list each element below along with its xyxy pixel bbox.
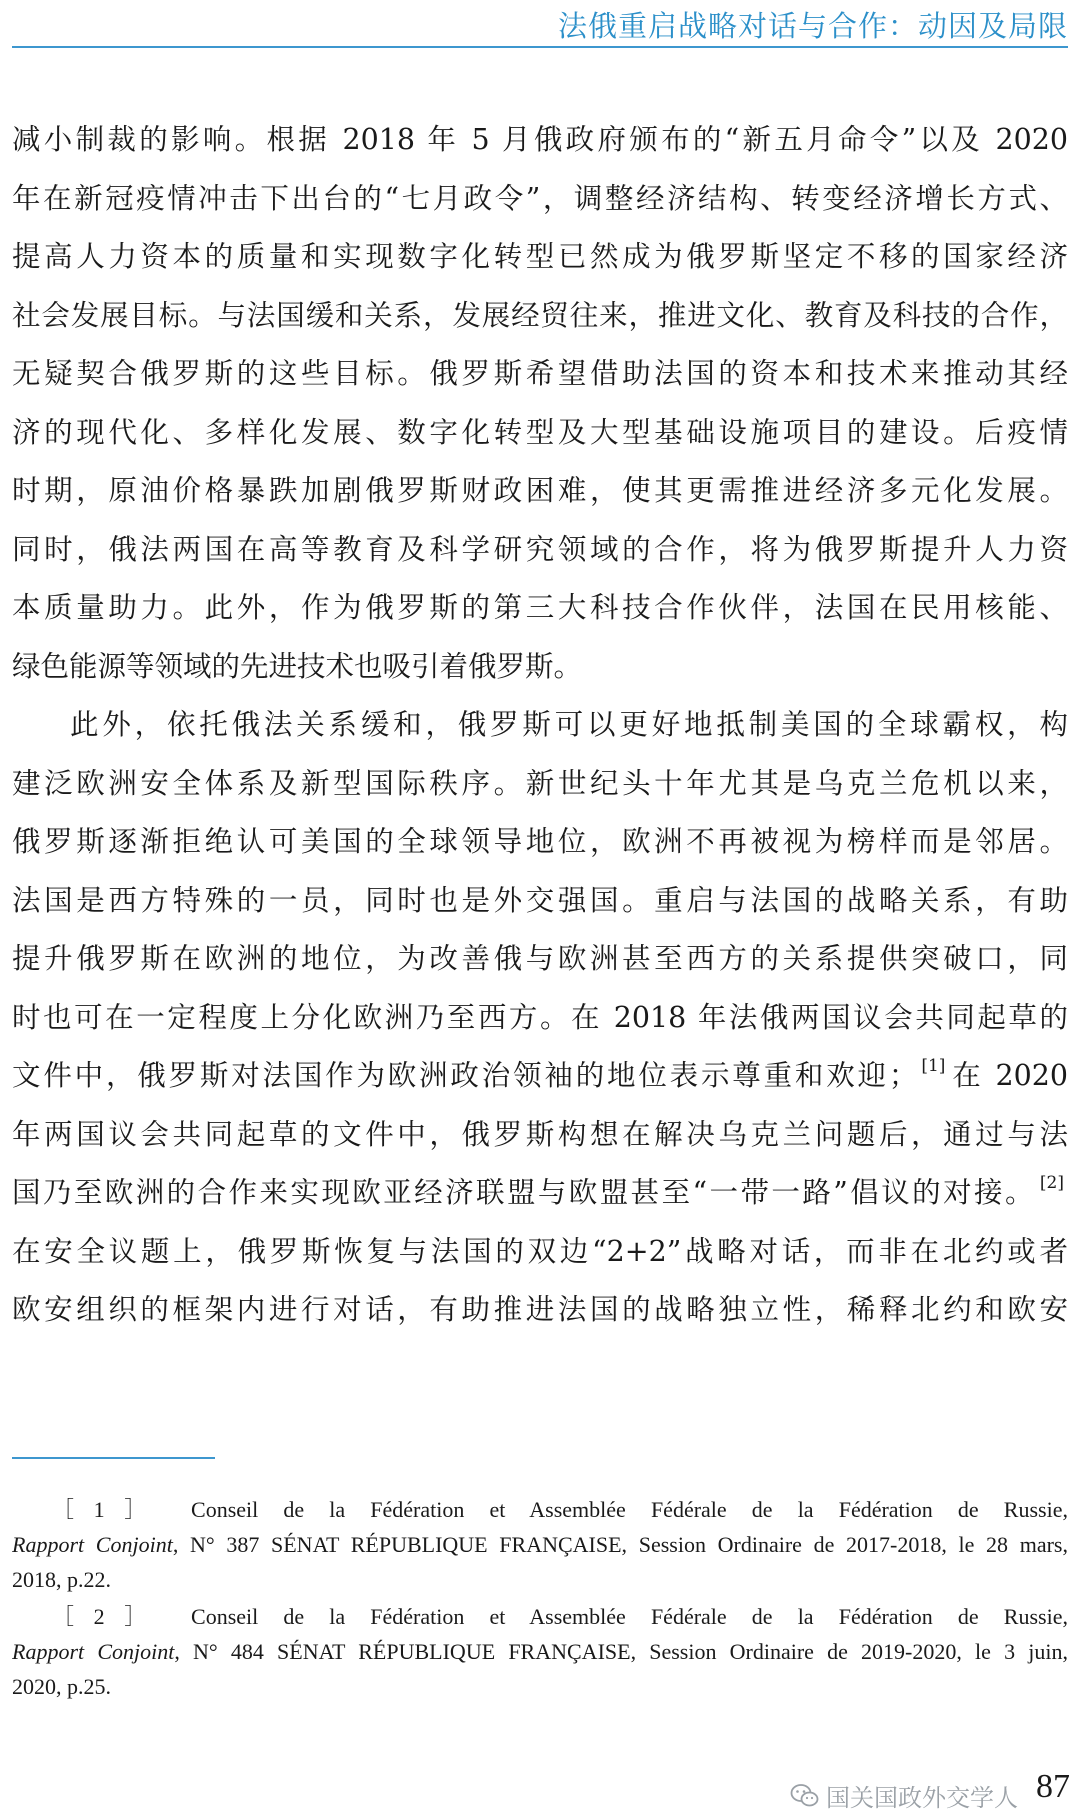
body-text [12, 111, 1068, 1340]
footnote-1-text: , N° 387 SÉNAT RÉPUBLIQUE FRANÇAISE, Session Ordinaire de 2017-2018, le 28 mars, [172, 1532, 1068, 1557]
body-line: 提升俄罗斯在欧洲的地位，为改善俄与欧洲甚至西方的关系提供突破口，同 [12, 942, 1068, 975]
body-line: 时也可在一定程度上分化欧洲乃至西方。在 2018 年法俄两国议会共同起草的 [12, 1000, 1068, 1034]
body-line: 法国是西方特殊的一员，同时也是外交强国。重启与法国的战略关系，有助 [12, 883, 1068, 917]
body-line: 时期，原油价格暴跌加剧俄罗斯财政困难，使其更需推进经济多元化发展。 [12, 474, 1068, 507]
body-line: 提高人力资本的质量和实现数字化转型已然成为俄罗斯坚定不移的国家经济 [12, 240, 1068, 273]
body-line: 年在新冠疫情冲击下出台的“七月政令”，调整经济结构、转变经济增长方式、 [12, 181, 1068, 215]
header-rule [12, 46, 1068, 48]
page-number: 87 [1036, 1768, 1070, 1805]
footnote-ref-1[interactable]: [1] [921, 1056, 946, 1076]
footnote-rule [12, 1457, 215, 1459]
watermark [790, 1778, 1018, 1813]
body-line: 年两国议会共同起草的文件中，俄罗斯构想在解决乌克兰问题后，通过与法 [12, 1117, 1068, 1151]
body-line-text: 文件中，俄罗斯对法国作为欧洲政治领袖的地位表示尊重和欢迎； [12, 1059, 918, 1092]
body-line-text: 在 2020 [949, 1059, 1068, 1092]
body-line: 在安全议题上，俄罗斯恢复与法国的双边“2+2”战略对话，而非在北约或者 [12, 1234, 1068, 1268]
body-line-text: 国乃至欧洲的合作来实现欧亚经济联盟与欧盟甚至“一带一路”倡议的对接。 [12, 1176, 1036, 1209]
paragraph-first-line: 此外，依托俄法关系缓和，俄罗斯可以更好地抵制美国的全球霸权，构 [70, 708, 1068, 741]
footnote-1-title: Rapport [12, 1532, 85, 1557]
running-title: 法俄重启战略对话与合作：动因及局限 [557, 9, 1068, 43]
body-line-with-footnote [12, 1047, 1068, 1106]
footnotes [12, 1492, 1068, 1704]
footnote-ref-2[interactable]: [2] [1039, 1173, 1064, 1193]
footnote-1-title: Conjoint [95, 1532, 173, 1557]
body-line: 无疑契合俄罗斯的这些目标。俄罗斯希望借助法国的资本和技术来推动其经 [12, 357, 1068, 390]
watermark-text: 国关国政外交学人 [826, 1784, 1018, 1812]
footnote-1-line: ［1］ Conseil de la Fédération et Assemblée Fédérale de la Fédération de Russie, [52, 1497, 1068, 1522]
footnote-1-line [12, 1527, 1068, 1562]
body-line: 社会发展目标。与法国缓和关系，发展经贸往来，推进文化、教育及科技的合作， [12, 298, 1068, 332]
body-line: 建泛欧洲安全体系及新型国际秩序。新世纪头十年尤其是乌克兰危机以来， [12, 766, 1068, 800]
footnote-2-line: 2020, p.25. [12, 1674, 111, 1699]
body-line-with-footnote [12, 1164, 1068, 1223]
footnote-2-line [12, 1634, 1068, 1669]
body-line: 本质量助力。此外，作为俄罗斯的第三大科技合作伙伴，法国在民用核能、 [12, 591, 1068, 624]
body-line: 济的现代化、多样化发展、数字化转型及大型基础设施项目的建设。后疫情 [12, 415, 1068, 449]
body-line: 同时，俄法两国在高等教育及科学研究领域的合作，将为俄罗斯提升人力资 [12, 532, 1068, 566]
footnote-2-line: ［2］ Conseil de la Fédération et Assemblée Fédérale de la Fédération de Russie, [52, 1604, 1068, 1629]
footnote-1-line: 2018, p.22. [12, 1567, 111, 1592]
footnote-2-title: Rapport [12, 1639, 85, 1664]
body-line: 俄罗斯逐渐拒绝认可美国的全球领导地位，欧洲不再被视为榜样而是邻居。 [12, 825, 1068, 858]
body-line: 减小制裁的影响。根据 2018 年 5 月俄政府颁布的“新五月命令”以及 2020 [12, 123, 1068, 156]
body-line: 绿色能源等领域的先进技术也吸引着俄罗斯。 [12, 649, 583, 683]
body-line: 欧安组织的框架内进行对话，有助推进法国的战略独立性，稀释北约和欧安 [12, 1293, 1068, 1326]
footnote-2-title: Conjoint [97, 1639, 175, 1664]
footnote-2-text: , N° 484 SÉNAT RÉPUBLIQUE FRANÇAISE, Session Ordinaire de 2019-2020, le 3 juin, [174, 1639, 1068, 1664]
wechat-icon [790, 1783, 820, 1809]
